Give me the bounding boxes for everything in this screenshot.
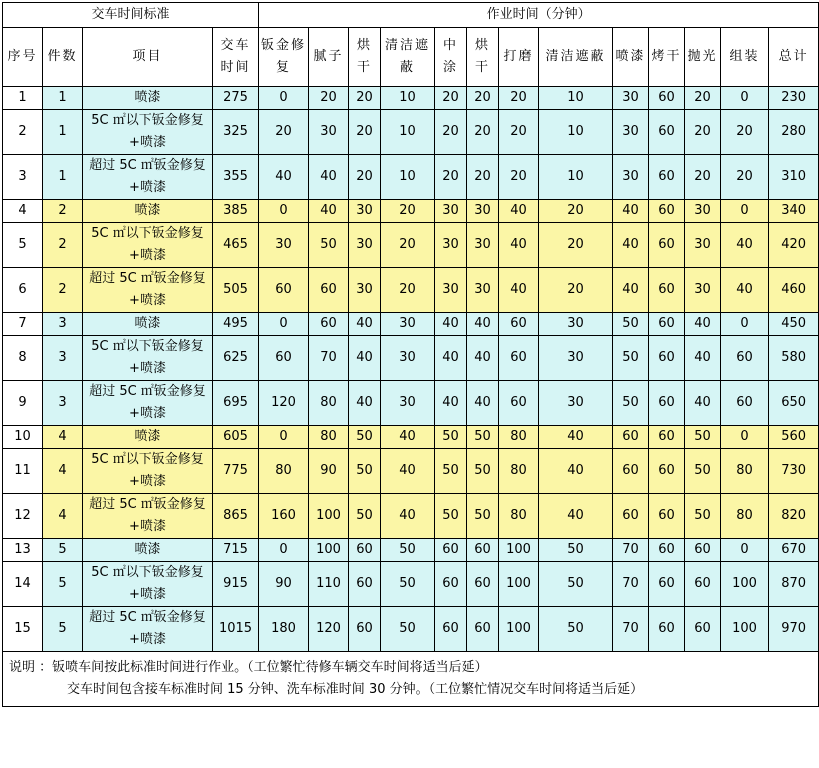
cell-sand: 100	[499, 539, 539, 562]
header-group-row	[3, 3, 819, 28]
table-row	[3, 268, 819, 313]
cell-bake: 60	[649, 110, 685, 155]
cell-sand: 40	[499, 268, 539, 313]
cell-item: 5C ㎡以下钣金修复+喷漆	[83, 562, 213, 607]
table-row	[3, 426, 819, 449]
column-header: 清洁遮蔽	[539, 28, 613, 87]
cell-sheet: 0	[259, 539, 309, 562]
cell-dry2: 20	[467, 110, 499, 155]
cell-qty: 1	[43, 110, 83, 155]
cell-dry2: 20	[467, 87, 499, 110]
cell-dry2: 30	[467, 268, 499, 313]
cell-bake: 60	[649, 313, 685, 336]
cell-sand: 100	[499, 607, 539, 652]
cell-item: 5C ㎡以下钣金修复+喷漆	[83, 110, 213, 155]
cell-qty: 3	[43, 313, 83, 336]
cell-deliver: 495	[213, 313, 259, 336]
cell-sheet: 60	[259, 268, 309, 313]
cell-mask1: 50	[381, 539, 435, 562]
cell-dry1: 20	[349, 110, 381, 155]
cell-paint: 30	[613, 87, 649, 110]
cell-sheet: 40	[259, 155, 309, 200]
cell-putty: 50	[309, 223, 349, 268]
cell-item: 超过 5C ㎡钣金修复+喷漆	[83, 155, 213, 200]
cell-sand: 100	[499, 562, 539, 607]
cell-mask1: 20	[381, 200, 435, 223]
cell-sheet: 60	[259, 336, 309, 381]
cell-paint: 50	[613, 313, 649, 336]
cell-paint: 60	[613, 494, 649, 539]
cell-mask1: 20	[381, 268, 435, 313]
column-header: 序号	[3, 28, 43, 87]
table-row	[3, 110, 819, 155]
column-header: 钣金修复	[259, 28, 309, 87]
cell-polish: 20	[685, 87, 721, 110]
cell-mid: 60	[435, 539, 467, 562]
cell-mask1: 40	[381, 449, 435, 494]
cell-mask1: 10	[381, 87, 435, 110]
cell-bake: 60	[649, 268, 685, 313]
cell-dry2: 40	[467, 313, 499, 336]
cell-mask2: 30	[539, 336, 613, 381]
footnote-line-2: 交车时间包含接车标准时间 15 分钟、洗车标准时间 30 分钟。（工位繁忙情况交车时间将适当后延）	[67, 682, 644, 697]
cell-assemble: 100	[721, 607, 769, 652]
cell-mid: 20	[435, 155, 467, 200]
cell-total: 340	[769, 200, 819, 223]
cell-sand: 20	[499, 87, 539, 110]
table-row	[3, 336, 819, 381]
cell-dry1: 40	[349, 313, 381, 336]
cell-deliver: 775	[213, 449, 259, 494]
column-header: 总计	[769, 28, 819, 87]
cell-mask2: 30	[539, 313, 613, 336]
cell-mask2: 10	[539, 110, 613, 155]
cell-qty: 2	[43, 268, 83, 313]
table-row	[3, 200, 819, 223]
cell-mid: 40	[435, 313, 467, 336]
cell-polish: 20	[685, 155, 721, 200]
cell-bake: 60	[649, 449, 685, 494]
cell-total: 580	[769, 336, 819, 381]
cell-sand: 60	[499, 336, 539, 381]
cell-item: 超过 5C ㎡钣金修复+喷漆	[83, 381, 213, 426]
cell-dry2: 50	[467, 494, 499, 539]
cell-bake: 60	[649, 381, 685, 426]
cell-polish: 50	[685, 494, 721, 539]
cell-putty: 60	[309, 268, 349, 313]
cell-total: 870	[769, 562, 819, 607]
cell-sand: 20	[499, 110, 539, 155]
cell-mid: 30	[435, 223, 467, 268]
cell-polish: 40	[685, 336, 721, 381]
cell-sand: 40	[499, 200, 539, 223]
cell-putty: 110	[309, 562, 349, 607]
cell-bake: 60	[649, 607, 685, 652]
cell-sheet: 30	[259, 223, 309, 268]
cell-deliver: 865	[213, 494, 259, 539]
cell-dry1: 30	[349, 200, 381, 223]
cell-total: 670	[769, 539, 819, 562]
cell-mask1: 30	[381, 381, 435, 426]
cell-no: 1	[3, 87, 43, 110]
cell-no: 6	[3, 268, 43, 313]
cell-qty: 1	[43, 155, 83, 200]
cell-qty: 4	[43, 449, 83, 494]
cell-mid: 20	[435, 87, 467, 110]
cell-polish: 20	[685, 110, 721, 155]
cell-dry1: 30	[349, 223, 381, 268]
cell-total: 820	[769, 494, 819, 539]
cell-no: 14	[3, 562, 43, 607]
cell-item: 喷漆	[83, 313, 213, 336]
cell-paint: 60	[613, 426, 649, 449]
cell-assemble: 0	[721, 87, 769, 110]
cell-assemble: 40	[721, 223, 769, 268]
cell-assemble: 0	[721, 200, 769, 223]
table-row	[3, 539, 819, 562]
cell-paint: 50	[613, 381, 649, 426]
cell-no: 10	[3, 426, 43, 449]
cell-assemble: 20	[721, 155, 769, 200]
cell-mid: 60	[435, 562, 467, 607]
cell-bake: 60	[649, 155, 685, 200]
cell-mask2: 20	[539, 200, 613, 223]
cell-mask2: 10	[539, 155, 613, 200]
cell-total: 420	[769, 223, 819, 268]
cell-mask2: 40	[539, 426, 613, 449]
cell-item: 喷漆	[83, 539, 213, 562]
column-header: 烘干	[467, 28, 499, 87]
cell-item: 喷漆	[83, 426, 213, 449]
column-header: 交车时间	[213, 28, 259, 87]
cell-sand: 60	[499, 381, 539, 426]
cell-paint: 30	[613, 110, 649, 155]
cell-bake: 60	[649, 223, 685, 268]
cell-polish: 40	[685, 313, 721, 336]
cell-total: 310	[769, 155, 819, 200]
cell-mask2: 20	[539, 223, 613, 268]
cell-deliver: 695	[213, 381, 259, 426]
column-header: 烤干	[649, 28, 685, 87]
cell-qty: 4	[43, 494, 83, 539]
cell-deliver: 505	[213, 268, 259, 313]
cell-bake: 60	[649, 87, 685, 110]
footnote	[3, 652, 819, 707]
cell-mask1: 10	[381, 155, 435, 200]
cell-no: 3	[3, 155, 43, 200]
cell-sheet: 180	[259, 607, 309, 652]
cell-mid: 30	[435, 268, 467, 313]
cell-item: 超过 5C ㎡钣金修复+喷漆	[83, 494, 213, 539]
cell-dry2: 60	[467, 607, 499, 652]
column-header: 项目	[83, 28, 213, 87]
cell-mid: 40	[435, 336, 467, 381]
cell-sheet: 20	[259, 110, 309, 155]
cell-qty: 3	[43, 336, 83, 381]
cell-total: 450	[769, 313, 819, 336]
cell-bake: 60	[649, 200, 685, 223]
cell-paint: 30	[613, 155, 649, 200]
cell-assemble: 100	[721, 562, 769, 607]
cell-no: 8	[3, 336, 43, 381]
cell-mask1: 30	[381, 313, 435, 336]
cell-sand: 80	[499, 426, 539, 449]
cell-total: 460	[769, 268, 819, 313]
cell-paint: 70	[613, 562, 649, 607]
cell-mask2: 20	[539, 268, 613, 313]
cell-bake: 60	[649, 336, 685, 381]
cell-no: 5	[3, 223, 43, 268]
cell-no: 15	[3, 607, 43, 652]
cell-assemble: 80	[721, 449, 769, 494]
column-header: 烘干	[349, 28, 381, 87]
cell-dry1: 30	[349, 268, 381, 313]
cell-polish: 60	[685, 539, 721, 562]
cell-dry1: 20	[349, 87, 381, 110]
cell-mask2: 50	[539, 607, 613, 652]
cell-putty: 100	[309, 539, 349, 562]
cell-mid: 40	[435, 381, 467, 426]
table-row	[3, 87, 819, 110]
cell-assemble: 0	[721, 313, 769, 336]
cell-mid: 20	[435, 110, 467, 155]
work-time-table	[2, 2, 819, 707]
cell-mask2: 10	[539, 87, 613, 110]
cell-total: 650	[769, 381, 819, 426]
column-header: 组装	[721, 28, 769, 87]
cell-mask1: 10	[381, 110, 435, 155]
group-header-work-time: 作业时间（分钟）	[259, 3, 819, 28]
cell-sand: 60	[499, 313, 539, 336]
cell-assemble: 40	[721, 268, 769, 313]
cell-dry2: 60	[467, 539, 499, 562]
cell-polish: 40	[685, 381, 721, 426]
cell-item: 超过 5C ㎡钣金修复+喷漆	[83, 268, 213, 313]
cell-dry1: 20	[349, 155, 381, 200]
cell-dry1: 40	[349, 381, 381, 426]
cell-item: 喷漆	[83, 87, 213, 110]
cell-putty: 80	[309, 426, 349, 449]
cell-dry1: 60	[349, 562, 381, 607]
cell-dry2: 50	[467, 426, 499, 449]
cell-putty: 40	[309, 200, 349, 223]
cell-deliver: 625	[213, 336, 259, 381]
cell-mask1: 30	[381, 336, 435, 381]
cell-paint: 40	[613, 268, 649, 313]
cell-assemble: 20	[721, 110, 769, 155]
cell-dry2: 30	[467, 200, 499, 223]
cell-mid: 50	[435, 494, 467, 539]
cell-dry2: 40	[467, 381, 499, 426]
cell-putty: 20	[309, 87, 349, 110]
cell-dry1: 50	[349, 494, 381, 539]
cell-sheet: 0	[259, 200, 309, 223]
cell-deliver: 915	[213, 562, 259, 607]
cell-no: 2	[3, 110, 43, 155]
cell-total: 230	[769, 87, 819, 110]
cell-qty: 2	[43, 223, 83, 268]
cell-dry1: 50	[349, 449, 381, 494]
table-row	[3, 155, 819, 200]
cell-dry1: 60	[349, 607, 381, 652]
cell-qty: 5	[43, 562, 83, 607]
cell-mid: 30	[435, 200, 467, 223]
cell-deliver: 275	[213, 87, 259, 110]
cell-assemble: 0	[721, 539, 769, 562]
column-header: 件数	[43, 28, 83, 87]
cell-deliver: 1015	[213, 607, 259, 652]
cell-putty: 120	[309, 607, 349, 652]
cell-polish: 30	[685, 223, 721, 268]
column-header: 中涂	[435, 28, 467, 87]
cell-item: 5C ㎡以下钣金修复+喷漆	[83, 223, 213, 268]
cell-paint: 70	[613, 539, 649, 562]
cell-deliver: 325	[213, 110, 259, 155]
cell-putty: 30	[309, 110, 349, 155]
table-row	[3, 381, 819, 426]
cell-no: 9	[3, 381, 43, 426]
table-row	[3, 562, 819, 607]
group-header-delivery-standard: 交车时间标准	[3, 3, 259, 28]
cell-mask2: 50	[539, 539, 613, 562]
table-row	[3, 607, 819, 652]
cell-deliver: 465	[213, 223, 259, 268]
cell-bake: 60	[649, 426, 685, 449]
table-row	[3, 449, 819, 494]
cell-mask1: 50	[381, 607, 435, 652]
cell-total: 970	[769, 607, 819, 652]
cell-mask1: 40	[381, 494, 435, 539]
cell-no: 13	[3, 539, 43, 562]
cell-mask1: 20	[381, 223, 435, 268]
cell-dry1: 60	[349, 539, 381, 562]
cell-mask1: 40	[381, 426, 435, 449]
cell-bake: 60	[649, 494, 685, 539]
footnote-row	[3, 652, 819, 707]
cell-sand: 80	[499, 494, 539, 539]
cell-putty: 60	[309, 313, 349, 336]
column-header: 打磨	[499, 28, 539, 87]
cell-total: 280	[769, 110, 819, 155]
cell-sheet: 0	[259, 313, 309, 336]
cell-deliver: 355	[213, 155, 259, 200]
cell-no: 4	[3, 200, 43, 223]
cell-sheet: 120	[259, 381, 309, 426]
cell-paint: 70	[613, 607, 649, 652]
cell-total: 730	[769, 449, 819, 494]
cell-polish: 50	[685, 449, 721, 494]
cell-sheet: 0	[259, 87, 309, 110]
cell-dry2: 30	[467, 223, 499, 268]
cell-sheet: 90	[259, 562, 309, 607]
footnote-line-1: 说明 ：钣喷车间按此标准时间进行作业。（工位繁忙待修车辆交车时间将适当后延）	[9, 660, 488, 675]
cell-mid: 60	[435, 607, 467, 652]
cell-deliver: 605	[213, 426, 259, 449]
cell-sand: 20	[499, 155, 539, 200]
column-header: 清洁遮蔽	[381, 28, 435, 87]
cell-assemble: 0	[721, 426, 769, 449]
cell-no: 7	[3, 313, 43, 336]
cell-mid: 50	[435, 449, 467, 494]
cell-qty: 3	[43, 381, 83, 426]
cell-paint: 40	[613, 200, 649, 223]
cell-paint: 60	[613, 449, 649, 494]
cell-sheet: 160	[259, 494, 309, 539]
cell-mask2: 40	[539, 494, 613, 539]
column-header: 腻子	[309, 28, 349, 87]
cell-mask2: 30	[539, 381, 613, 426]
cell-putty: 80	[309, 381, 349, 426]
cell-item: 5C ㎡以下钣金修复+喷漆	[83, 449, 213, 494]
cell-dry2: 20	[467, 155, 499, 200]
cell-sand: 40	[499, 223, 539, 268]
cell-bake: 60	[649, 539, 685, 562]
cell-mask2: 40	[539, 449, 613, 494]
cell-dry2: 40	[467, 336, 499, 381]
cell-sheet: 0	[259, 426, 309, 449]
cell-mask2: 50	[539, 562, 613, 607]
cell-assemble: 80	[721, 494, 769, 539]
cell-item: 超过 5C ㎡钣金修复+喷漆	[83, 607, 213, 652]
cell-dry1: 50	[349, 426, 381, 449]
table-row	[3, 313, 819, 336]
cell-item: 5C ㎡以下钣金修复+喷漆	[83, 336, 213, 381]
cell-paint: 40	[613, 223, 649, 268]
cell-sheet: 80	[259, 449, 309, 494]
cell-polish: 60	[685, 607, 721, 652]
cell-mask1: 50	[381, 562, 435, 607]
cell-dry2: 60	[467, 562, 499, 607]
cell-polish: 50	[685, 426, 721, 449]
column-header: 喷漆	[613, 28, 649, 87]
cell-assemble: 60	[721, 336, 769, 381]
cell-deliver: 715	[213, 539, 259, 562]
cell-bake: 60	[649, 562, 685, 607]
cell-putty: 100	[309, 494, 349, 539]
header-columns-row	[3, 28, 819, 87]
table-row	[3, 494, 819, 539]
cell-putty: 90	[309, 449, 349, 494]
cell-total: 560	[769, 426, 819, 449]
cell-mid: 50	[435, 426, 467, 449]
cell-qty: 5	[43, 607, 83, 652]
cell-sand: 80	[499, 449, 539, 494]
cell-deliver: 385	[213, 200, 259, 223]
cell-qty: 2	[43, 200, 83, 223]
cell-no: 12	[3, 494, 43, 539]
column-header: 抛光	[685, 28, 721, 87]
cell-no: 11	[3, 449, 43, 494]
table-row	[3, 223, 819, 268]
cell-putty: 70	[309, 336, 349, 381]
cell-dry2: 50	[467, 449, 499, 494]
cell-putty: 40	[309, 155, 349, 200]
cell-polish: 60	[685, 562, 721, 607]
cell-dry1: 40	[349, 336, 381, 381]
cell-assemble: 60	[721, 381, 769, 426]
cell-polish: 30	[685, 268, 721, 313]
cell-polish: 30	[685, 200, 721, 223]
cell-qty: 4	[43, 426, 83, 449]
cell-qty: 1	[43, 87, 83, 110]
cell-qty: 5	[43, 539, 83, 562]
cell-item: 喷漆	[83, 200, 213, 223]
cell-paint: 50	[613, 336, 649, 381]
